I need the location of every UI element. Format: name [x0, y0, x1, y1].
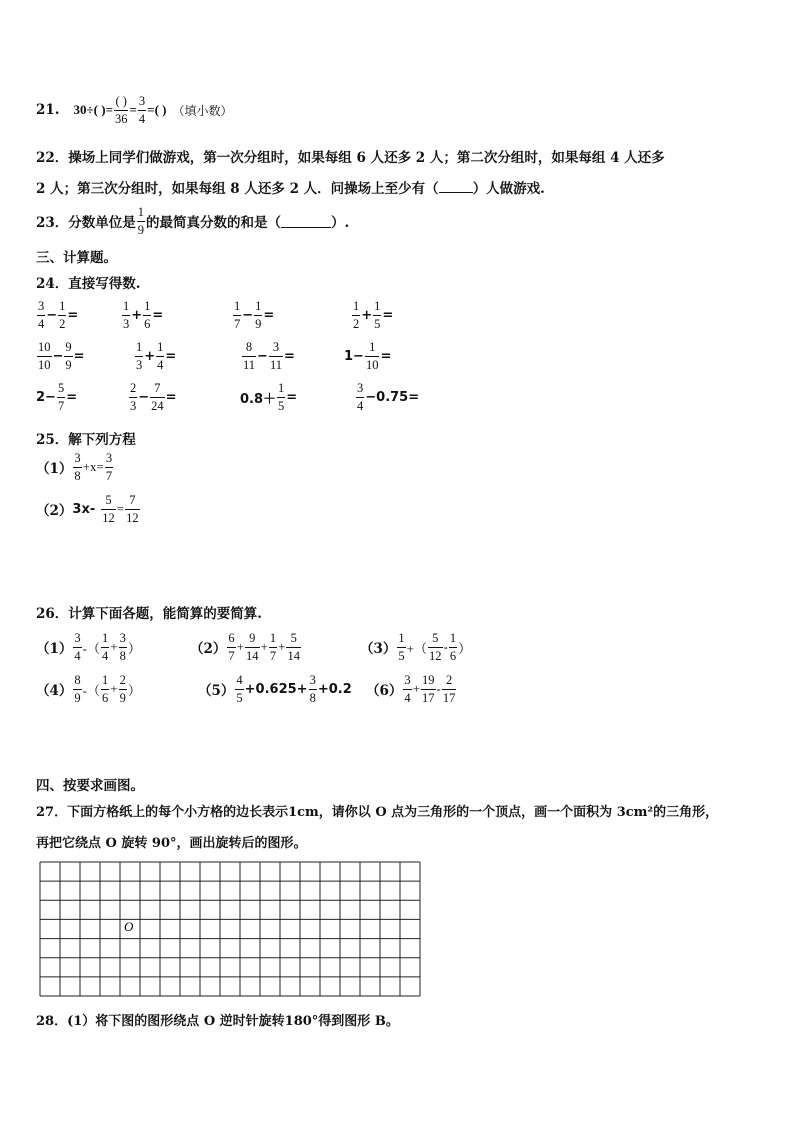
frac-num: 1	[278, 381, 285, 395]
problem-end: ）	[127, 640, 141, 656]
frac-num: 3	[357, 381, 364, 395]
problem-label: （1）	[36, 641, 73, 657]
operator: +	[110, 639, 118, 654]
q23-text-b: 的最简真分数的和是（	[146, 215, 282, 231]
frac-den: 11	[269, 357, 282, 372]
frac-num: 5	[105, 493, 112, 507]
frac-den: 24	[151, 398, 164, 413]
frac-den: 3	[136, 357, 143, 372]
frac-den: 12	[429, 648, 442, 663]
problem-text: -（	[82, 682, 100, 698]
frac-num: 3	[272, 340, 280, 354]
section-3-heading: 三、计算题。	[36, 250, 117, 266]
frac-den: 17	[422, 690, 435, 705]
operator: +	[361, 307, 373, 323]
equals: =	[286, 389, 298, 405]
frac-num: 2	[119, 673, 126, 687]
frac-num: 1	[369, 340, 376, 354]
problem-end: ）	[127, 682, 141, 698]
q23-text-a: 23．分数单位是	[36, 215, 136, 231]
operator: -	[443, 639, 448, 654]
operator: −	[257, 348, 268, 364]
equation-prefix: 3x-	[72, 501, 96, 517]
frac-num: 1	[136, 340, 143, 354]
frac-num: 3	[74, 451, 81, 465]
equals: =	[165, 389, 177, 405]
frac-den: 12	[102, 510, 115, 525]
equals: =	[284, 348, 295, 364]
frac-den: 8	[309, 690, 316, 705]
frac-den: 7	[57, 398, 65, 413]
frac-num: 9	[249, 631, 256, 645]
operator: +	[144, 348, 156, 364]
equation-mid: =	[116, 501, 125, 516]
question-22-line-1: 22．操场上同学们做游戏，第一次分组时，如果每组 6 人还多 2 人；第二次分组时，如果每组 4 人还多	[36, 150, 665, 166]
frac-den: 9	[255, 316, 262, 331]
prefix: 0.8＋	[240, 391, 277, 407]
frac-num: 2	[445, 673, 453, 687]
frac-num: 3	[105, 451, 113, 465]
operator: +	[412, 681, 420, 696]
question-28: 28．(1）将下图的图形绕点 O 逆时针旋转180°得到图形 B。	[36, 1014, 399, 1029]
operator: +	[260, 639, 268, 654]
q21-equals-2: =	[129, 102, 137, 117]
problem-end: +0.2	[317, 681, 352, 697]
q22-text-a: 2 人；第三次分组时，如果每组 8 人还多 2 人．问操场上至少有（	[36, 181, 439, 197]
frac-den: 4	[157, 357, 164, 372]
q23-fraction-den: 9	[137, 222, 145, 237]
operator: −	[46, 307, 58, 323]
equation-mid: +x=	[82, 459, 104, 474]
frac-num: 3	[119, 631, 126, 645]
frac-num: 5	[432, 631, 439, 645]
q22-text-b: ）人做游戏.	[472, 181, 545, 197]
frac-num: 7	[154, 381, 161, 395]
frac-num: 1	[374, 299, 381, 313]
question-24-title: 24．直接写得数.	[36, 276, 141, 292]
equals: =	[152, 307, 164, 323]
equals: =	[408, 389, 420, 405]
operator: −	[242, 307, 254, 323]
section-4-heading: 四、按要求画图。	[36, 778, 144, 794]
frac-den: 4	[102, 648, 109, 663]
equals: =	[73, 348, 85, 364]
q21-fraction-2-num: 3	[138, 94, 146, 108]
q21-fraction-1-den: 36	[114, 111, 128, 126]
frac-den: 3	[123, 316, 130, 331]
q21-fraction-2-den: 4	[138, 111, 146, 126]
problem-text: +（	[406, 640, 427, 656]
operator: +	[131, 307, 143, 323]
frac-den: 5	[236, 690, 243, 705]
frac-den: 7	[234, 316, 241, 331]
frac-den: 10	[38, 357, 51, 372]
q21-equals-1: =	[105, 102, 113, 117]
frac-num: 5	[290, 631, 297, 645]
frac-den: 6	[449, 648, 457, 663]
question-27-line-2: 再把它绕点 O 旋转 90°，画出旋转后的图形。	[36, 836, 307, 851]
equals: =	[67, 307, 79, 323]
frac-num: 8	[74, 673, 81, 687]
problem-label: （3）	[360, 641, 397, 657]
frac-den: 8	[119, 648, 126, 663]
frac-den: 4	[74, 648, 81, 663]
frac-num: 4	[236, 673, 243, 687]
equals: =	[66, 389, 78, 405]
frac-den: 9	[119, 690, 126, 705]
frac-num: 1	[123, 299, 130, 313]
frac-den: 14	[287, 648, 300, 663]
equals: =	[165, 348, 177, 364]
q21-equals-3: =	[147, 102, 155, 117]
frac-den: 2	[59, 316, 66, 331]
equation-label: （1）	[36, 461, 73, 477]
frac-den: 5	[278, 398, 285, 413]
frac-den: 2	[353, 316, 360, 331]
frac-den: 6	[144, 316, 151, 331]
frac-den: 14	[246, 648, 259, 663]
frac-num: 1	[449, 631, 457, 645]
frac-num: 1	[353, 299, 360, 313]
prefix: 2−	[36, 389, 56, 405]
frac-den: 5	[374, 316, 381, 331]
operator: +	[236, 639, 244, 654]
frac-num: 1	[102, 631, 109, 645]
q21-note: （填小数）	[172, 103, 233, 118]
frac-den: 9	[65, 357, 72, 372]
frac-num: 5	[57, 381, 65, 395]
frac-den: 4	[357, 398, 364, 413]
frac-den: 10	[365, 357, 379, 372]
frac-num: 1	[144, 299, 151, 313]
operator: −	[52, 348, 64, 364]
frac-num: 8	[245, 340, 253, 354]
question-27-line-1: 27．下面方格纸上的每个小方格的边长表示1cm，请你以 O 点为三角形的一个顶点，画一个面积为 3cm²的三角形，	[36, 805, 719, 820]
frac-num: 1	[157, 340, 164, 354]
frac-num: 7	[129, 493, 136, 507]
operator: −	[138, 389, 150, 405]
frac-num: 9	[65, 340, 72, 354]
question-26-title: 26．计算下面各题，能简算的要简算.	[36, 606, 262, 622]
frac-den: 9	[74, 690, 81, 705]
problem-end: ）	[458, 640, 472, 656]
frac-num: 3	[38, 299, 45, 313]
frac-num: 1	[59, 299, 66, 313]
frac-num: 2	[130, 381, 137, 395]
frac-num: 3	[309, 673, 316, 687]
frac-den: 7	[269, 648, 277, 663]
frac-num: 3	[74, 631, 81, 645]
q21-number: 21.	[36, 102, 60, 118]
frac-den: 5	[398, 648, 405, 663]
frac-den: 4	[404, 690, 411, 705]
prefix: 1−	[344, 348, 364, 364]
problem-text: +0.625+	[244, 681, 308, 697]
q23-text-c: ）.	[331, 215, 350, 231]
q21-blank-2: ( )	[154, 102, 167, 117]
problem-label: （2）	[190, 641, 227, 657]
frac-num: 19	[422, 673, 435, 687]
frac-den: 7	[105, 468, 113, 483]
q21-fraction-1-num: ( )	[115, 94, 127, 108]
equals: =	[380, 348, 392, 364]
q23-fraction-num: 1	[137, 205, 145, 219]
frac-num: 1	[398, 631, 405, 645]
operator: +	[278, 639, 286, 654]
operator: -	[436, 681, 441, 696]
frac-den: 12	[126, 510, 139, 525]
equals: =	[382, 307, 394, 323]
equation-label: （2）	[36, 503, 73, 519]
q21-lhs: 30÷	[73, 102, 94, 117]
frac-num: 10	[38, 340, 51, 354]
frac-den: 6	[102, 690, 109, 705]
problem-label: （6）	[366, 683, 403, 699]
point-o-label: O	[124, 919, 134, 934]
equals: =	[263, 307, 275, 323]
operator: +	[110, 681, 118, 696]
frac-num: 6	[228, 631, 235, 645]
frac-num: 3	[404, 673, 411, 687]
q21-blank-1: ( )	[93, 102, 106, 117]
frac-den: 3	[130, 398, 137, 413]
problem-text: -（	[82, 640, 100, 656]
frac-den: 7	[228, 648, 235, 663]
frac-num: 1	[102, 673, 109, 687]
suffix: −0.75	[365, 389, 409, 405]
frac-den: 17	[442, 690, 456, 705]
question-25-title: 25．解下列方程	[36, 432, 136, 448]
frac-num: 1	[255, 299, 262, 313]
frac-den: 11	[243, 357, 256, 372]
frac-den: 4	[38, 316, 45, 331]
frac-den: 8	[74, 468, 81, 483]
frac-num: 1	[269, 631, 277, 645]
frac-num: 1	[234, 299, 241, 313]
problem-label: （4）	[36, 683, 73, 699]
problem-label: （5）	[198, 683, 235, 699]
